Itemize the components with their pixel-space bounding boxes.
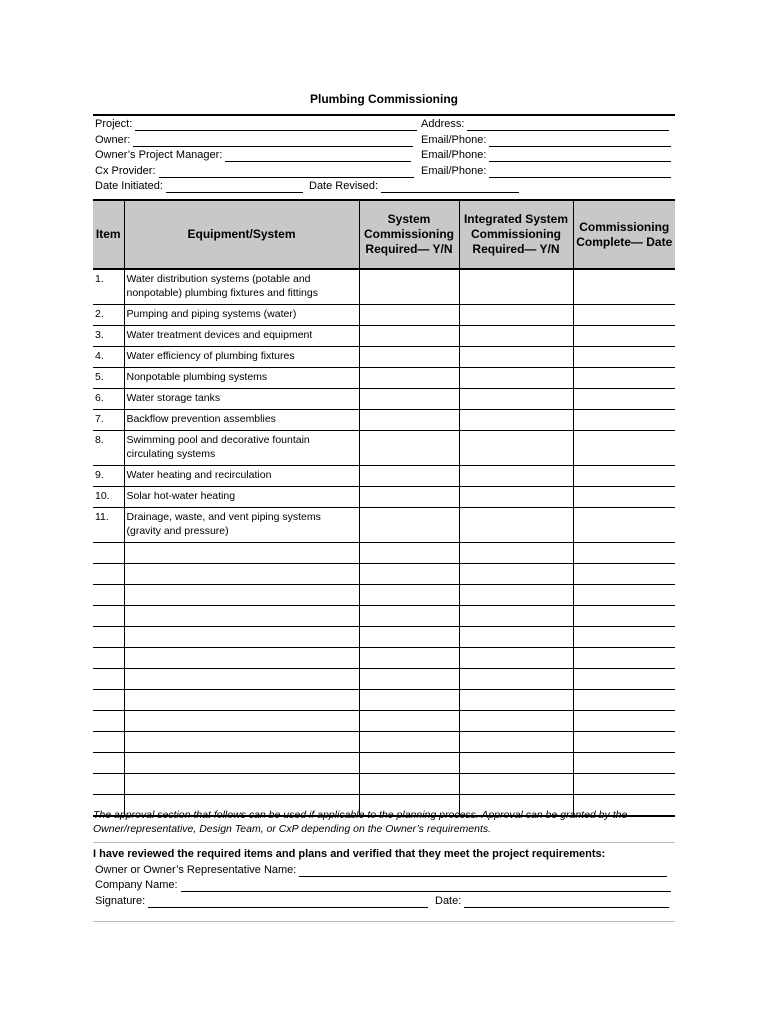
email-phone-field-3 — [421, 164, 671, 178]
system-cx-cell[interactable] — [359, 564, 459, 585]
rep-name-label: Owner or Owner’s Representative Name: — [95, 864, 297, 876]
item-number-cell[interactable] — [93, 753, 124, 774]
email-phone-label-1: Email/Phone: — [421, 134, 487, 146]
complete-date-cell[interactable] — [573, 585, 675, 606]
integrated-cx-cell[interactable] — [459, 326, 573, 347]
integrated-cx-cell[interactable] — [459, 627, 573, 648]
equipment-cell[interactable] — [124, 648, 359, 669]
complete-date-cell[interactable] — [573, 431, 675, 466]
integrated-cx-cell[interactable] — [459, 564, 573, 585]
system-cx-cell[interactable] — [359, 669, 459, 690]
item-number-cell: 2. — [93, 305, 124, 326]
table-row — [93, 389, 675, 410]
equipment-cell[interactable] — [124, 627, 359, 648]
section-divider — [93, 842, 675, 843]
system-cx-cell[interactable] — [359, 732, 459, 753]
item-number-cell: 1. — [93, 269, 124, 305]
integrated-cx-cell[interactable] — [459, 774, 573, 795]
system-cx-cell[interactable] — [359, 269, 459, 305]
table-row — [93, 669, 675, 690]
date-label: Date: — [435, 895, 462, 907]
owner-label: Owner: — [95, 134, 131, 146]
table-row — [93, 508, 675, 543]
table-row — [93, 606, 675, 627]
complete-date-cell[interactable] — [573, 732, 675, 753]
integrated-cx-cell[interactable] — [459, 669, 573, 690]
table-row — [93, 711, 675, 732]
commissioning-table — [93, 199, 675, 817]
integrated-cx-cell[interactable] — [459, 508, 573, 543]
equipment-cell[interactable] — [124, 543, 359, 564]
complete-date-cell[interactable] — [573, 564, 675, 585]
table-row — [93, 410, 675, 431]
item-number-cell[interactable] — [93, 648, 124, 669]
item-number-cell: 10. — [93, 487, 124, 508]
system-cx-cell[interactable] — [359, 508, 459, 543]
header-equipment: Equipment/System — [124, 200, 359, 269]
complete-date-cell[interactable] — [573, 648, 675, 669]
equipment-cell: Pumping and piping systems (water) — [124, 305, 359, 326]
signature-input[interactable] — [148, 895, 428, 908]
equipment-cell[interactable] — [124, 774, 359, 795]
equipment-cell[interactable] — [124, 585, 359, 606]
item-number-cell: 5. — [93, 368, 124, 389]
complete-date-cell[interactable] — [573, 669, 675, 690]
system-cx-cell[interactable] — [359, 431, 459, 466]
integrated-cx-cell[interactable] — [459, 347, 573, 368]
table-row — [93, 732, 675, 753]
item-number-cell[interactable] — [93, 711, 124, 732]
item-number-cell[interactable] — [93, 669, 124, 690]
owner-field — [95, 133, 413, 147]
equipment-cell: Solar hot-water heating — [124, 487, 359, 508]
integrated-cx-cell[interactable] — [459, 543, 573, 564]
complete-date-cell[interactable] — [573, 347, 675, 368]
table-row — [93, 368, 675, 389]
system-cx-cell[interactable] — [359, 648, 459, 669]
table-row — [93, 305, 675, 326]
title-divider — [93, 114, 675, 116]
complete-date-cell[interactable] — [573, 606, 675, 627]
item-number-cell: 9. — [93, 466, 124, 487]
complete-date-cell[interactable] — [573, 690, 675, 711]
integrated-cx-cell[interactable] — [459, 389, 573, 410]
integrated-cx-cell[interactable] — [459, 690, 573, 711]
item-number-cell: 6. — [93, 389, 124, 410]
date-revised-input[interactable] — [381, 180, 519, 193]
item-number-cell[interactable] — [93, 627, 124, 648]
date-revised-label: Date Revised: — [309, 180, 379, 192]
integrated-cx-cell[interactable] — [459, 466, 573, 487]
integrated-cx-cell[interactable] — [459, 410, 573, 431]
date-revised-field — [309, 179, 519, 193]
system-cx-cell[interactable] — [359, 711, 459, 732]
table-row — [93, 627, 675, 648]
integrated-cx-cell[interactable] — [459, 585, 573, 606]
equipment-cell: Water distribution systems (potable and nonpotable) plumbing fixtures and fittings — [124, 269, 359, 305]
item-number-cell[interactable] — [93, 564, 124, 585]
item-number-cell[interactable] — [93, 690, 124, 711]
company-label: Company Name: — [95, 879, 178, 891]
rep-name-field — [95, 863, 667, 877]
signature-label: Signature: — [95, 895, 146, 907]
date-field — [435, 894, 669, 908]
item-number-cell: 4. — [93, 347, 124, 368]
table-row — [93, 690, 675, 711]
system-cx-cell[interactable] — [359, 326, 459, 347]
item-number-cell: 8. — [93, 431, 124, 466]
equipment-cell: Nonpotable plumbing systems — [124, 368, 359, 389]
system-cx-cell[interactable] — [359, 627, 459, 648]
integrated-cx-cell[interactable] — [459, 711, 573, 732]
integrated-cx-cell[interactable] — [459, 606, 573, 627]
integrated-cx-cell[interactable] — [459, 487, 573, 508]
address-label: Address: — [421, 118, 465, 130]
equipment-cell[interactable] — [124, 606, 359, 627]
date-input[interactable] — [464, 895, 669, 908]
cx-provider-label: Cx Provider: — [95, 165, 156, 177]
table-body — [93, 269, 675, 816]
item-number-cell[interactable] — [93, 732, 124, 753]
email-phone-field-2 — [421, 148, 671, 162]
table-row — [93, 564, 675, 585]
equipment-cell: Water treatment devices and equipment — [124, 326, 359, 347]
integrated-cx-cell[interactable] — [459, 368, 573, 389]
review-statement: I have reviewed the required items and plans and verified that they meet the project requirements: — [93, 848, 606, 860]
equipment-cell[interactable] — [124, 690, 359, 711]
system-cx-cell[interactable] — [359, 410, 459, 431]
equipment-cell[interactable] — [124, 732, 359, 753]
complete-date-cell[interactable] — [573, 774, 675, 795]
complete-date-cell[interactable] — [573, 711, 675, 732]
table-row — [93, 487, 675, 508]
complete-date-cell[interactable] — [573, 305, 675, 326]
rep-name-input[interactable] — [299, 864, 667, 877]
item-number-cell: 7. — [93, 410, 124, 431]
email-phone-label-3: Email/Phone: — [421, 165, 487, 177]
table-row — [93, 269, 675, 305]
cx-provider-input[interactable] — [159, 165, 414, 178]
opm-input[interactable] — [225, 149, 411, 162]
system-cx-cell[interactable] — [359, 368, 459, 389]
complete-date-cell[interactable] — [573, 466, 675, 487]
item-number-cell: 11. — [93, 508, 124, 543]
system-cx-cell[interactable] — [359, 585, 459, 606]
opm-label: Owner’s Project Manager: — [95, 149, 223, 161]
complete-date-cell[interactable] — [573, 627, 675, 648]
item-number-cell[interactable] — [93, 585, 124, 606]
owner-input[interactable] — [133, 134, 413, 147]
table-row — [93, 585, 675, 606]
table-row — [93, 326, 675, 347]
table-row — [93, 648, 675, 669]
system-cx-cell[interactable] — [359, 305, 459, 326]
equipment-cell: Swimming pool and decorative fountain circulating systems — [124, 431, 359, 466]
integrated-cx-cell[interactable] — [459, 305, 573, 326]
item-number-cell: 3. — [93, 326, 124, 347]
company-field — [95, 878, 671, 892]
email-phone-input-1[interactable] — [489, 134, 671, 147]
complete-date-cell[interactable] — [573, 410, 675, 431]
opm-field — [95, 148, 411, 162]
complete-date-cell[interactable] — [573, 508, 675, 543]
equipment-cell: Drainage, waste, and vent piping systems (gravity and pressure) — [124, 508, 359, 543]
header-integrated-cx: Integrated System Commissioning Required— Y/N — [459, 200, 573, 269]
equipment-cell: Water heating and recirculation — [124, 466, 359, 487]
project-field — [95, 117, 417, 131]
complete-date-cell[interactable] — [573, 487, 675, 508]
table-row — [93, 543, 675, 564]
complete-date-cell[interactable] — [573, 753, 675, 774]
project-input[interactable] — [135, 118, 417, 131]
email-phone-label-2: Email/Phone: — [421, 149, 487, 161]
system-cx-cell[interactable] — [359, 487, 459, 508]
equipment-cell[interactable] — [124, 753, 359, 774]
system-cx-cell[interactable] — [359, 543, 459, 564]
table-row — [93, 431, 675, 466]
integrated-cx-cell[interactable] — [459, 753, 573, 774]
cx-provider-field — [95, 164, 414, 178]
header-item: Item — [93, 200, 124, 269]
system-cx-cell[interactable] — [359, 753, 459, 774]
table-row — [93, 466, 675, 487]
address-field — [421, 117, 669, 131]
integrated-cx-cell[interactable] — [459, 648, 573, 669]
system-cx-cell[interactable] — [359, 466, 459, 487]
company-input[interactable] — [181, 879, 671, 892]
equipment-cell[interactable] — [124, 669, 359, 690]
item-number-cell[interactable] — [93, 543, 124, 564]
system-cx-cell[interactable] — [359, 347, 459, 368]
equipment-cell[interactable] — [124, 564, 359, 585]
header-complete-date: Commissioning Complete— Date — [573, 200, 675, 269]
form-title: Plumbing Commissioning — [309, 92, 458, 106]
email-phone-input-2[interactable] — [489, 149, 671, 162]
complete-date-cell[interactable] — [573, 326, 675, 347]
system-cx-cell[interactable] — [359, 606, 459, 627]
integrated-cx-cell[interactable] — [459, 431, 573, 466]
date-initiated-field — [95, 179, 303, 193]
system-cx-cell[interactable] — [359, 774, 459, 795]
integrated-cx-cell[interactable] — [459, 269, 573, 305]
equipment-cell: Backflow prevention assemblies — [124, 410, 359, 431]
item-number-cell[interactable] — [93, 774, 124, 795]
table-row — [93, 753, 675, 774]
table-row — [93, 774, 675, 795]
project-label: Project: — [95, 118, 133, 130]
bottom-divider — [93, 921, 675, 922]
header-system-cx: System Commissioning Required— Y/N — [359, 200, 459, 269]
date-initiated-input[interactable] — [166, 180, 303, 193]
complete-date-cell[interactable] — [573, 389, 675, 410]
complete-date-cell[interactable] — [573, 543, 675, 564]
equipment-cell[interactable] — [124, 711, 359, 732]
system-cx-cell[interactable] — [359, 690, 459, 711]
table-row — [93, 347, 675, 368]
equipment-cell: Water efficiency of plumbing fixtures — [124, 347, 359, 368]
table-header-row — [93, 200, 675, 269]
equipment-cell: Water storage tanks — [124, 389, 359, 410]
signature-field — [95, 894, 428, 908]
date-initiated-label: Date Initiated: — [95, 180, 163, 192]
integrated-cx-cell[interactable] — [459, 732, 573, 753]
complete-date-cell[interactable] — [573, 368, 675, 389]
email-phone-field-1 — [421, 133, 671, 147]
complete-date-cell[interactable] — [573, 269, 675, 305]
email-phone-input-3[interactable] — [489, 165, 671, 178]
address-input[interactable] — [467, 118, 669, 131]
system-cx-cell[interactable] — [359, 389, 459, 410]
item-number-cell[interactable] — [93, 606, 124, 627]
approval-note: The approval section that follows can be used if applicable to the planning process. Approval can be granted by the Owner/representative, Design Team, or CxP depending on the Owner’s requirements. — [93, 809, 628, 835]
